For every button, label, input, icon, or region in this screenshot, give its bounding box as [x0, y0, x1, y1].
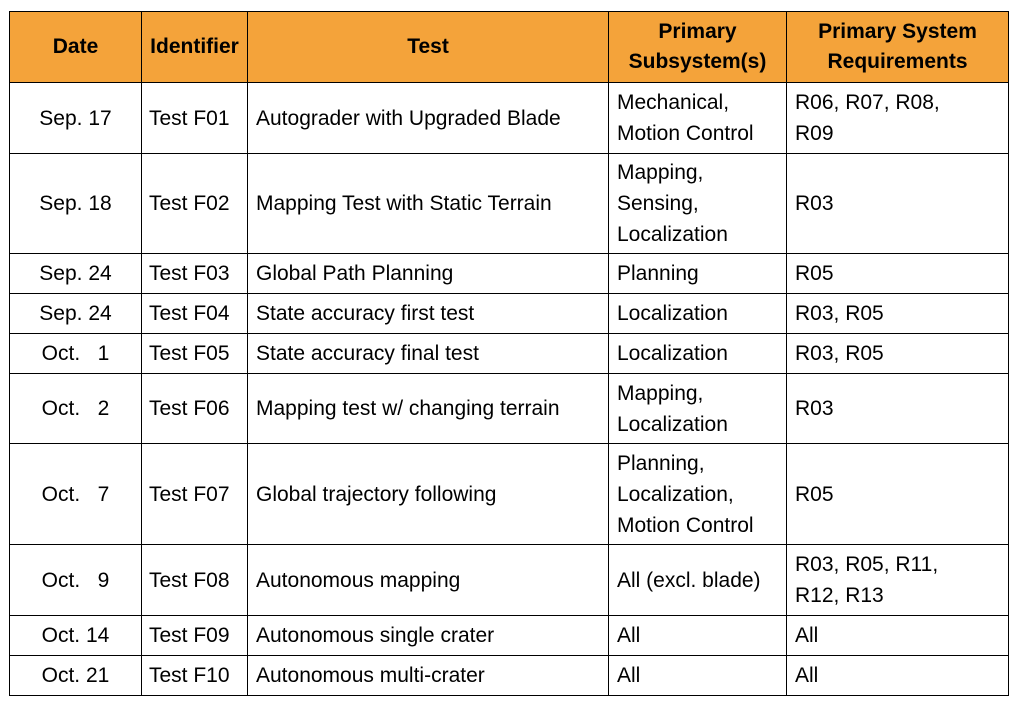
cell-identifier: Test F10 [142, 656, 248, 696]
cell-subsystems [609, 444, 787, 545]
cell-requirements [787, 374, 1009, 444]
cell-requirements [787, 254, 1009, 294]
cell-date: Oct. 2 [10, 374, 142, 444]
cell-subsystems [609, 154, 787, 254]
cell-subsystems [609, 545, 787, 616]
cell-test: Mapping test w/ changing terrain [248, 374, 609, 444]
cell-requirements-line: R06, R07, R08, [795, 91, 940, 114]
cell-subsystems-line: Localization [617, 302, 728, 325]
cell-requirements-line: R03 [795, 192, 834, 215]
cell-requirements [787, 545, 1009, 616]
cell-subsystems-line: Mechanical, [617, 91, 730, 114]
cell-requirements-line: R09 [795, 122, 834, 145]
cell-subsystems-line: Motion Control [617, 513, 754, 537]
header-date: Date [10, 12, 142, 83]
table-row [10, 254, 1009, 294]
cell-requirements-line: R05 [795, 262, 834, 285]
cell-identifier: Test F01 [142, 83, 248, 154]
cell-requirements-line: R12, R13 [795, 584, 884, 607]
header-test: Test [248, 12, 609, 83]
header-identifier: Identifier [142, 12, 248, 83]
cell-subsystems-line: All [617, 664, 641, 687]
cell-subsystems-line: Localization, [617, 482, 734, 506]
cell-date: Oct. 7 [10, 444, 142, 545]
cell-subsystems-line: Localization [617, 412, 728, 436]
cell-subsystems-line: All [617, 624, 641, 647]
cell-requirements-line: R03, R05 [795, 302, 884, 325]
cell-date: Sep. 17 [10, 83, 142, 154]
cell-subsystems [609, 616, 787, 656]
cell-test: Global Path Planning [248, 254, 609, 294]
cell-date: Oct. 14 [10, 616, 142, 656]
table-row [10, 294, 1009, 334]
cell-subsystems-line: Mapping, [617, 161, 704, 184]
cell-identifier: Test F04 [142, 294, 248, 334]
header-requirements: Primary System Requirements [787, 12, 1009, 83]
test-schedule-table-container [9, 11, 1009, 696]
table-row [10, 374, 1009, 444]
cell-subsystems [609, 83, 787, 154]
cell-subsystems [609, 254, 787, 294]
header-subsystems: Primary Subsystem(s) [609, 12, 787, 83]
cell-test: Autograder with Upgraded Blade [248, 83, 609, 154]
cell-identifier: Test F03 [142, 254, 248, 294]
table-row [10, 616, 1009, 656]
table-row [10, 545, 1009, 616]
cell-subsystems [609, 656, 787, 696]
cell-subsystems-line: Localization [617, 223, 728, 246]
cell-identifier: Test F05 [142, 334, 248, 374]
cell-subsystems-line: Sensing, [617, 192, 699, 215]
cell-date: Sep. 24 [10, 294, 142, 334]
cell-identifier: Test F09 [142, 616, 248, 656]
cell-subsystems-line: Motion Control [617, 122, 754, 145]
cell-date: Sep. 18 [10, 154, 142, 254]
table-body [10, 83, 1009, 696]
cell-test: State accuracy final test [248, 334, 609, 374]
table-row [10, 444, 1009, 545]
cell-requirements-line: R03, R05 [795, 342, 884, 365]
cell-subsystems-line: Localization [617, 342, 728, 365]
cell-date: Sep. 24 [10, 254, 142, 294]
cell-test: Autonomous mapping [248, 545, 609, 616]
cell-requirements-line: All [795, 624, 819, 647]
table-row [10, 154, 1009, 254]
cell-requirements [787, 154, 1009, 254]
cell-subsystems-line: Planning [617, 262, 699, 285]
cell-requirements-line: R03, R05, R11, [795, 553, 939, 576]
cell-test: Autonomous single crater [248, 616, 609, 656]
cell-date: Oct. 1 [10, 334, 142, 374]
cell-requirements [787, 294, 1009, 334]
cell-subsystems [609, 374, 787, 444]
cell-subsystems-line: All (excl. blade) [617, 568, 761, 592]
cell-subsystems [609, 294, 787, 334]
cell-identifier: Test F08 [142, 545, 248, 616]
test-schedule-table [9, 11, 1009, 696]
cell-identifier: Test F02 [142, 154, 248, 254]
cell-test: State accuracy first test [248, 294, 609, 334]
cell-requirements-line: All [795, 664, 819, 687]
cell-requirements-line: R05 [795, 482, 834, 506]
header-row [10, 12, 1009, 83]
cell-subsystems-line: Mapping, [617, 381, 704, 405]
cell-requirements-line: R03 [795, 397, 834, 420]
cell-test: Global trajectory following [248, 444, 609, 545]
cell-identifier: Test F07 [142, 444, 248, 545]
cell-requirements [787, 616, 1009, 656]
cell-requirements [787, 444, 1009, 545]
cell-test: Autonomous multi-crater [248, 656, 609, 696]
cell-subsystems-line: Planning, [617, 451, 705, 475]
table-row [10, 83, 1009, 154]
cell-date: Oct. 21 [10, 656, 142, 696]
cell-requirements [787, 334, 1009, 374]
cell-requirements [787, 656, 1009, 696]
table-row [10, 334, 1009, 374]
cell-test: Mapping Test with Static Terrain [248, 154, 609, 254]
cell-date: Oct. 9 [10, 545, 142, 616]
cell-subsystems [609, 334, 787, 374]
cell-requirements [787, 83, 1009, 154]
table-row [10, 656, 1009, 696]
cell-identifier: Test F06 [142, 374, 248, 444]
